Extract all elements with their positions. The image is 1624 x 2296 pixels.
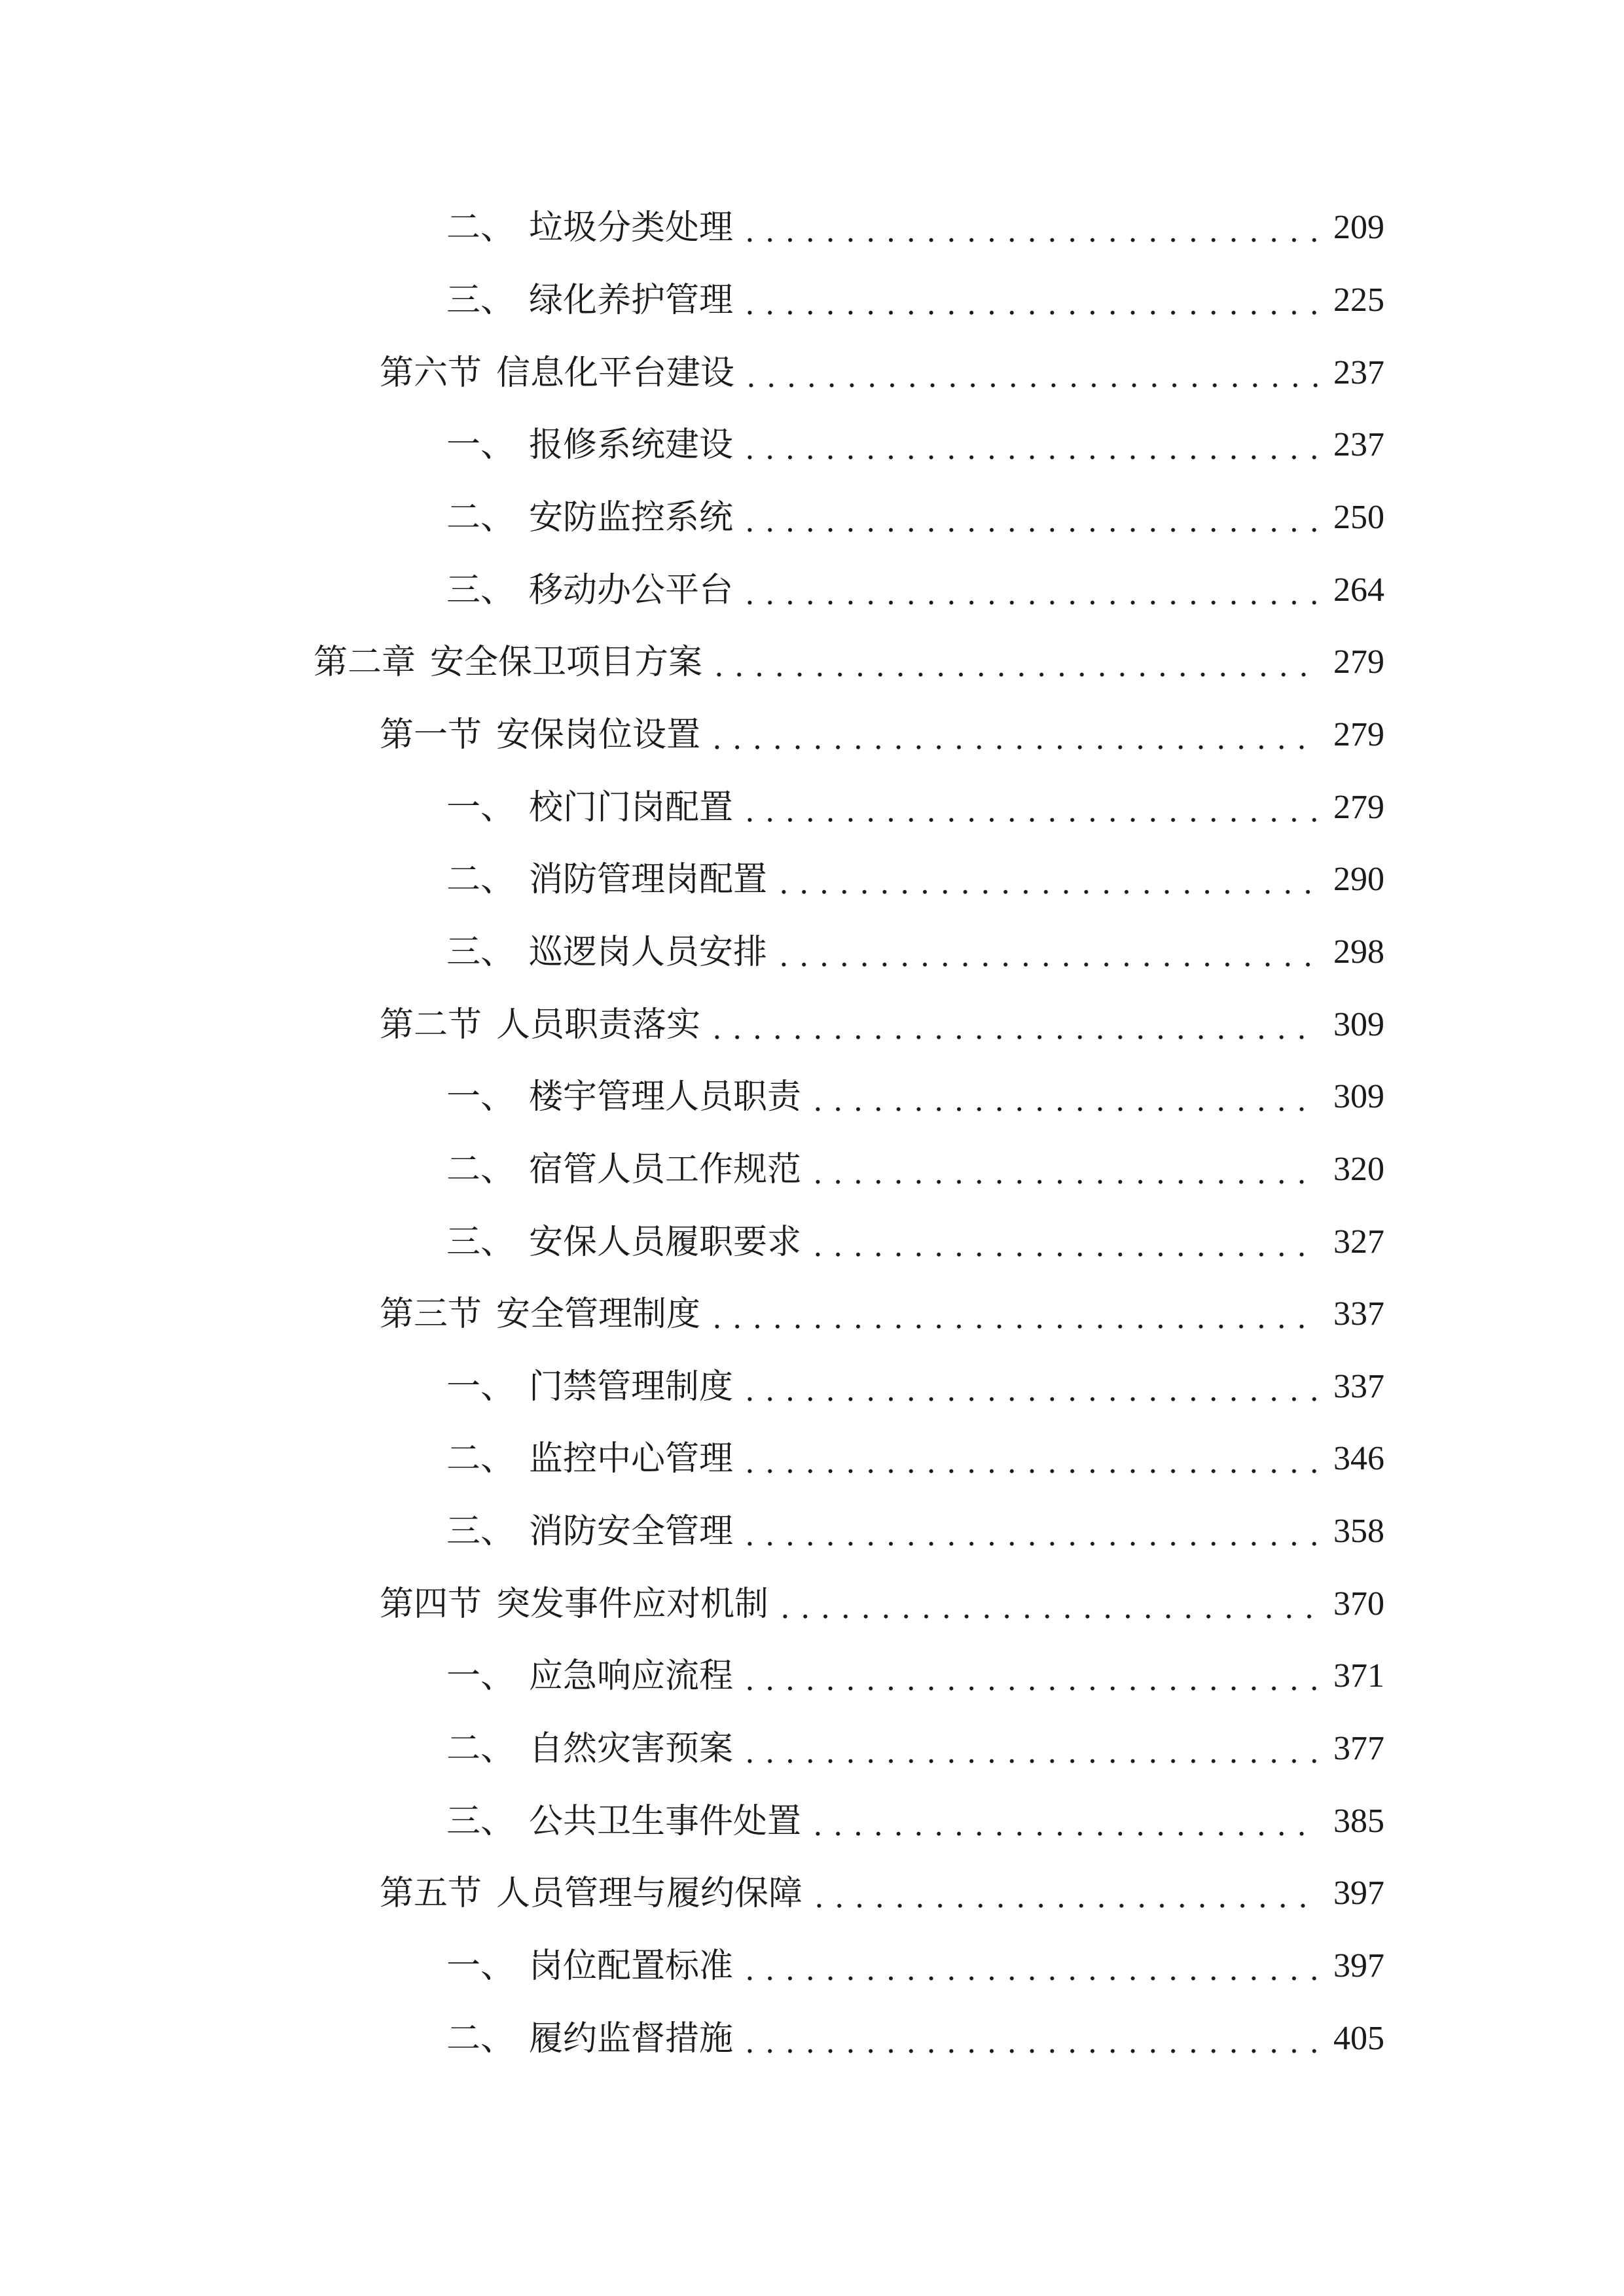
toc-entry-section: [0, 699, 1624, 772]
toc-page-number: 397: [1333, 1947, 1384, 1985]
toc-page-number: 337: [1333, 1367, 1384, 1405]
toc-page-number: 346: [1333, 1440, 1384, 1478]
toc-entry-section: [0, 1278, 1624, 1351]
dot-leader: [740, 1370, 1319, 1404]
dot-leader: [707, 1297, 1319, 1331]
toc-entry-prefix: 第一节: [380, 715, 482, 755]
toc-entry-section: [0, 336, 1624, 409]
toc-page-number: 279: [1333, 715, 1384, 753]
dot-leader: [740, 2022, 1319, 2056]
toc-entry-title: 楼宇管理人员职责: [529, 1077, 802, 1117]
toc-page-number: 320: [1333, 1150, 1384, 1188]
dot-leader: [808, 1804, 1319, 1839]
toc-entry-item: [0, 771, 1624, 844]
dot-leader: [740, 283, 1319, 317]
toc-entry-title: 巡逻岗人员安排: [529, 932, 768, 972]
toc-entry-item: [0, 554, 1624, 626]
toc-page-number: 397: [1333, 1874, 1384, 1912]
toc-entry-prefix: 第六节: [380, 353, 482, 393]
toc-page-number: 370: [1333, 1585, 1384, 1623]
toc-page-number: 279: [1333, 788, 1384, 826]
toc-entry-prefix: 一、: [446, 1077, 515, 1117]
toc-entry-prefix: 二、: [446, 1729, 515, 1769]
toc-entry-title: 安全管理制度: [496, 1295, 701, 1335]
toc-entry-title: 自然灾害预案: [529, 1729, 734, 1769]
toc-entry-title: 报修系统建设: [529, 425, 734, 465]
toc-entry-prefix: 一、: [446, 1367, 515, 1407]
toc-entry-title: 校门门岗配置: [529, 787, 734, 827]
toc-page-number: 358: [1333, 1513, 1384, 1551]
toc-entry-title: 门禁管理制度: [529, 1367, 734, 1407]
toc-page-number: 209: [1333, 209, 1384, 247]
toc-page-number: 237: [1333, 353, 1384, 391]
toc-entry-title: 安保岗位设置: [496, 715, 701, 755]
toc-entry-title: 移动办公平台: [529, 570, 734, 610]
toc-entry-title: 消防安全管理: [529, 1512, 734, 1552]
toc-entry-prefix: 三、: [446, 1222, 515, 1262]
toc-page-number: 279: [1333, 643, 1384, 681]
dot-leader: [740, 1442, 1319, 1476]
dot-leader: [707, 718, 1319, 752]
toc-entry-item: [0, 1206, 1624, 1278]
toc-entry-item: [0, 1640, 1624, 1713]
toc-entry-title: 人员职责落实: [496, 1005, 701, 1045]
toc-entry-prefix: 二、: [446, 2018, 515, 2058]
toc-page-number: 290: [1333, 861, 1384, 899]
toc-entry-title: 安全保卫项目方案: [430, 643, 703, 683]
toc-entry-item: [0, 844, 1624, 916]
dot-leader: [775, 1587, 1319, 1621]
dot-leader: [740, 501, 1319, 535]
dot-leader: [740, 1659, 1319, 1693]
toc-entry-title: 信息化平台建设: [496, 353, 735, 393]
toc-entry-item: [0, 1496, 1624, 1568]
toc-list: [0, 192, 1624, 2075]
toc-entry-prefix: 二、: [446, 860, 515, 900]
toc-entry-item: [0, 1061, 1624, 1134]
toc-page-number: 385: [1333, 1802, 1384, 1840]
dot-leader: [740, 428, 1319, 462]
toc-entry-prefix: 二、: [446, 497, 515, 537]
toc-entry-title: 安防监控系统: [529, 497, 734, 537]
toc-entry-title: 突发事件应对机制: [496, 1584, 769, 1624]
toc-page-number: 309: [1333, 1078, 1384, 1116]
toc-entry-prefix: 三、: [446, 1801, 515, 1841]
toc-entry-prefix: 三、: [446, 932, 515, 972]
toc-entry-prefix: 二、: [446, 1439, 515, 1479]
toc-entry-prefix: 一、: [446, 1657, 515, 1696]
toc-page-number: 250: [1333, 498, 1384, 536]
toc-entry-prefix: 第三节: [380, 1295, 482, 1335]
toc-entry-item: [0, 482, 1624, 554]
dot-leader: [774, 935, 1319, 969]
toc-page-number: 405: [1333, 2019, 1384, 2057]
toc-page-number: 337: [1333, 1295, 1384, 1333]
dot-leader: [774, 863, 1319, 897]
toc-entry-title: 消防管理岗配置: [529, 860, 768, 900]
toc-entry-prefix: 第二章: [314, 643, 416, 683]
toc-page-number: 377: [1333, 1730, 1384, 1768]
toc-entry-title: 岗位配置标准: [529, 1946, 734, 1986]
toc-entry-title: 人员管理与履约保障: [496, 1874, 803, 1914]
toc-entry-item: [0, 192, 1624, 264]
toc-entry-prefix: 一、: [446, 787, 515, 827]
toc-entry-title: 宿管人员工作规范: [529, 1149, 802, 1189]
dot-leader: [741, 356, 1319, 390]
toc-entry-item: [0, 264, 1624, 337]
toc-entry-prefix: 二、: [446, 208, 515, 248]
toc-entry-prefix: 第四节: [380, 1584, 482, 1624]
toc-entry-title: 垃圾分类处理: [529, 208, 734, 248]
toc-entry-prefix: 第二节: [380, 1005, 482, 1045]
toc-entry-section: [0, 1568, 1624, 1640]
dot-leader: [740, 1949, 1319, 1983]
toc-entry-item: [0, 1713, 1624, 1785]
toc-entry-item: [0, 1785, 1624, 1857]
toc-entry-prefix: 第五节: [380, 1874, 482, 1914]
dot-leader: [808, 1080, 1319, 1114]
toc-entry-prefix: 二、: [446, 1149, 515, 1189]
toc-entry-item: [0, 1351, 1624, 1424]
toc-entry-item: [0, 2002, 1624, 2075]
toc-page-number: 298: [1333, 933, 1384, 971]
toc-entry-item: [0, 1930, 1624, 2003]
toc-entry-title: 应急响应流程: [529, 1657, 734, 1696]
dot-leader: [740, 1515, 1319, 1549]
toc-entry-title: 监控中心管理: [529, 1439, 734, 1479]
dot-leader: [740, 791, 1319, 825]
toc-entry-prefix: 三、: [446, 1512, 515, 1552]
dot-leader: [707, 1008, 1319, 1042]
toc-entry-title: 履约监督措施: [529, 2018, 734, 2058]
toc-page-number: 371: [1333, 1657, 1384, 1695]
toc-entry-item: [0, 1134, 1624, 1206]
toc-entry-title: 公共卫生事件处置: [529, 1801, 802, 1841]
dot-leader: [808, 1153, 1319, 1187]
toc-entry-item: [0, 916, 1624, 989]
toc-entry-section: [0, 1857, 1624, 1930]
dot-leader: [740, 1732, 1319, 1766]
toc-entry-item: [0, 1423, 1624, 1496]
toc-entry-prefix: 三、: [446, 570, 515, 610]
toc-page-number: 225: [1333, 281, 1384, 319]
toc-entry-section: [0, 988, 1624, 1061]
dot-leader: [740, 573, 1319, 607]
toc-entry-title: 绿化养护管理: [529, 280, 734, 320]
toc-page-number: 237: [1333, 426, 1384, 464]
toc-page-number: 309: [1333, 1005, 1384, 1043]
dot-leader: [740, 211, 1319, 245]
toc-entry-prefix: 一、: [446, 425, 515, 465]
toc-page-number: 327: [1333, 1223, 1384, 1261]
dot-leader: [808, 1225, 1319, 1259]
toc-entry-chapter: [0, 626, 1624, 699]
toc-entry-prefix: 一、: [446, 1946, 515, 1986]
toc-page-number: 264: [1333, 571, 1384, 609]
dot-leader: [809, 1876, 1319, 1910]
dot-leader: [709, 645, 1319, 679]
toc-entry-item: [0, 409, 1624, 482]
toc-entry-prefix: 三、: [446, 280, 515, 320]
toc-entry-title: 安保人员履职要求: [529, 1222, 802, 1262]
